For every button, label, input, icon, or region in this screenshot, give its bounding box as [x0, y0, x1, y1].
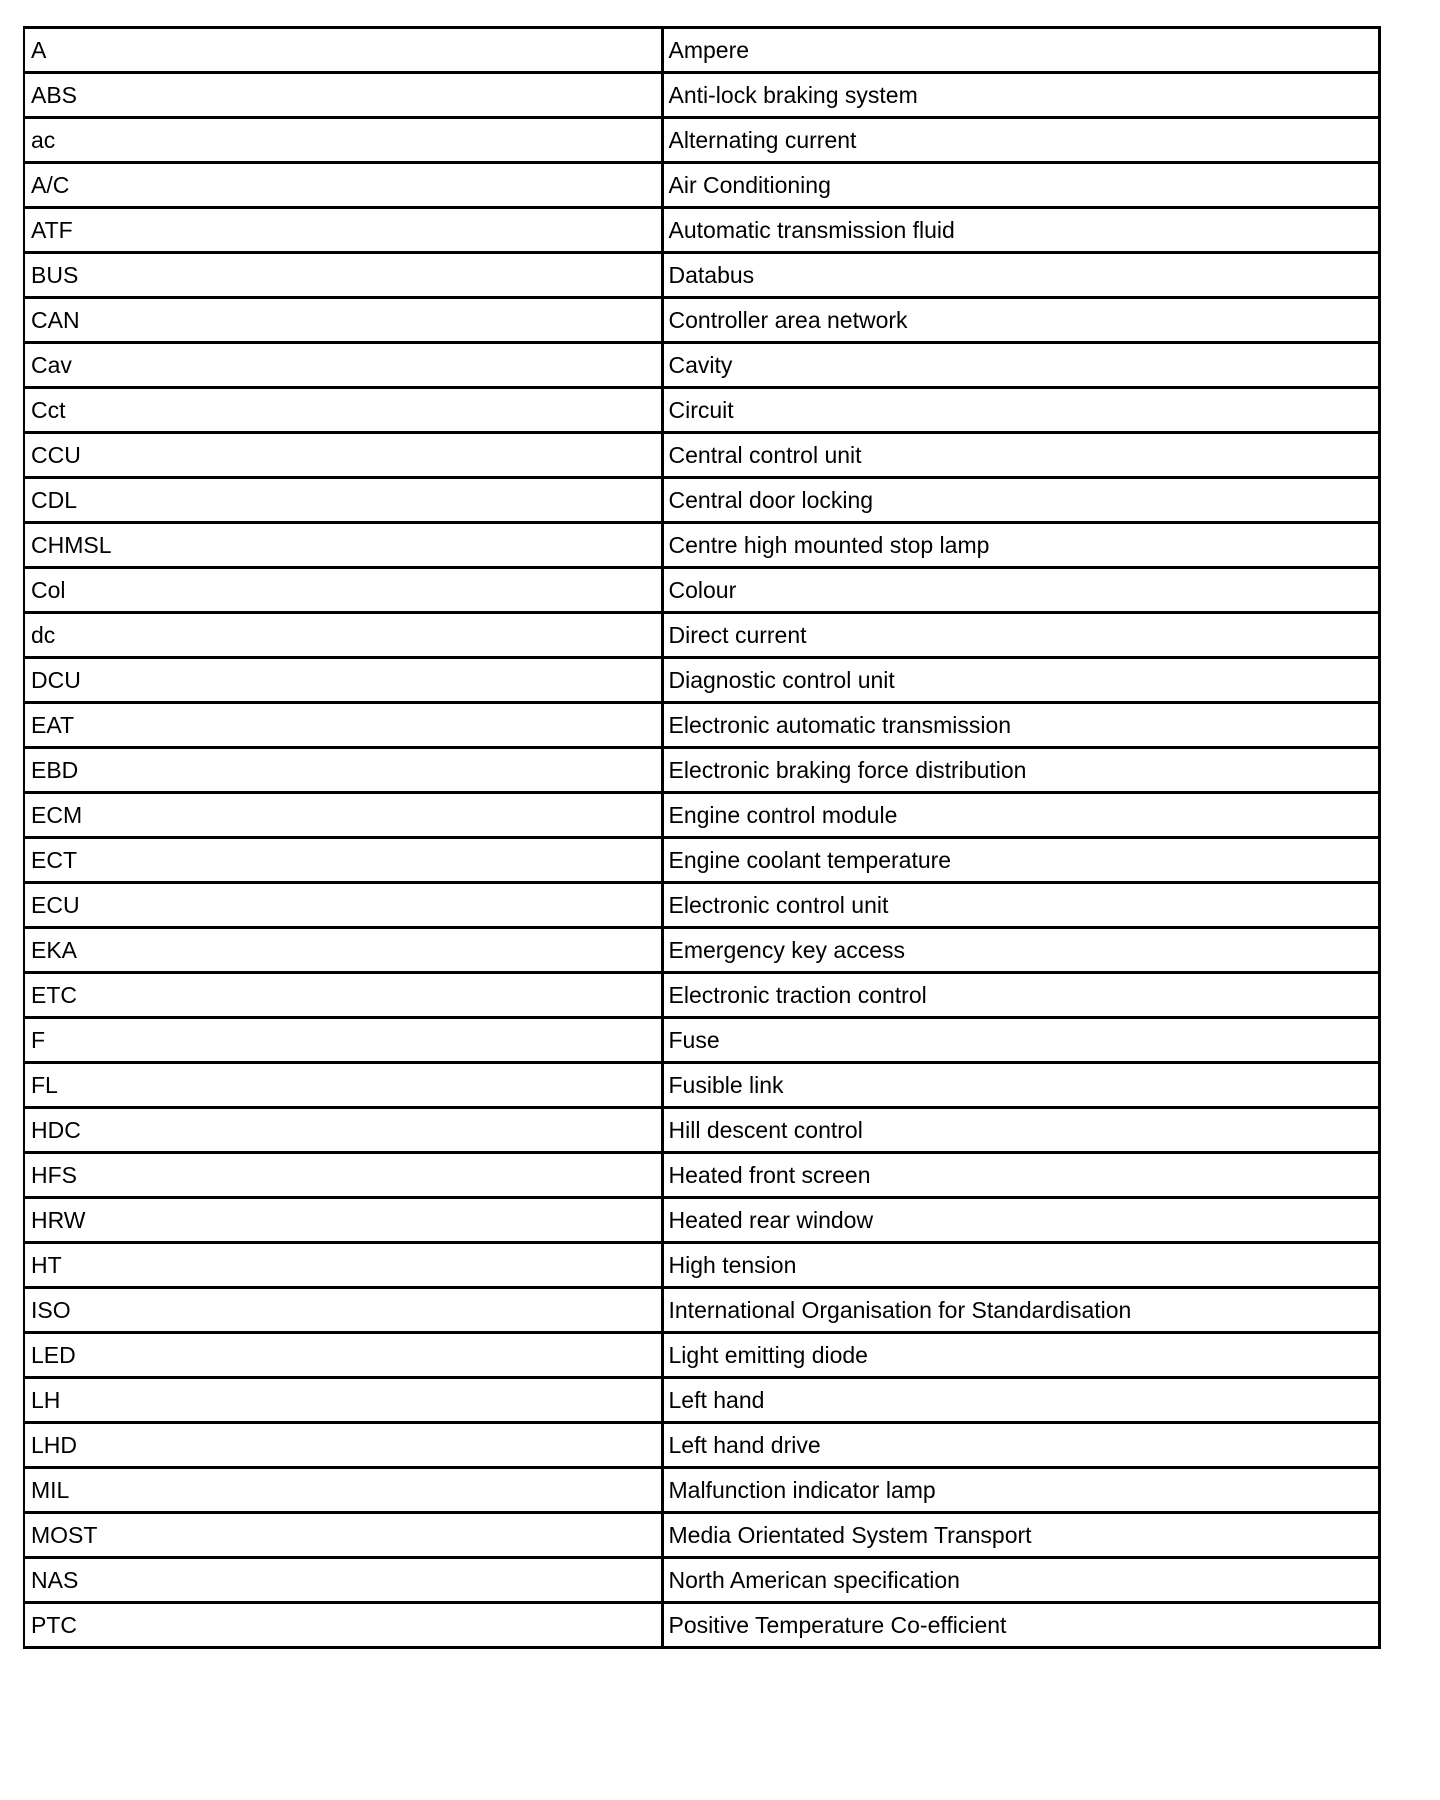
abbreviation-cell: NAS [24, 1558, 662, 1603]
abbreviation-cell: dc [24, 613, 662, 658]
abbreviation-cell: ISO [24, 1288, 662, 1333]
meaning-cell: Anti-lock braking system [662, 73, 1379, 118]
meaning-cell: Air Conditioning [662, 163, 1379, 208]
table-row [24, 28, 1379, 73]
abbreviation-cell: Cav [24, 343, 662, 388]
meaning-cell: Engine coolant temperature [662, 838, 1379, 883]
abbreviation-cell: LHD [24, 1423, 662, 1468]
table-row [24, 703, 1379, 748]
abbreviation-cell: F [24, 1018, 662, 1063]
meaning-cell: High tension [662, 1243, 1379, 1288]
abbreviation-cell: HT [24, 1243, 662, 1288]
abbreviation-cell: CHMSL [24, 523, 662, 568]
abbreviation-cell: EKA [24, 928, 662, 973]
abbreviation-cell: Col [24, 568, 662, 613]
table-row [24, 388, 1379, 433]
meaning-cell: Electronic automatic transmission [662, 703, 1379, 748]
abbreviation-cell: ATF [24, 208, 662, 253]
table-row [24, 1378, 1379, 1423]
meaning-cell: Electronic braking force distribution [662, 748, 1379, 793]
table-row [24, 433, 1379, 478]
meaning-cell: Left hand drive [662, 1423, 1379, 1468]
abbreviation-cell: CAN [24, 298, 662, 343]
abbreviation-cell: ac [24, 118, 662, 163]
meaning-cell: Ampere [662, 28, 1379, 73]
abbreviations-table-body [24, 28, 1379, 1648]
meaning-cell: International Organisation for Standardisation [662, 1288, 1379, 1333]
meaning-cell: North American specification [662, 1558, 1379, 1603]
table-row [24, 883, 1379, 928]
table-row [24, 973, 1379, 1018]
abbreviation-cell: HFS [24, 1153, 662, 1198]
abbreviation-cell: CCU [24, 433, 662, 478]
table-row [24, 1108, 1379, 1153]
meaning-cell: Central control unit [662, 433, 1379, 478]
abbreviation-cell: Cct [24, 388, 662, 433]
abbreviation-cell: EBD [24, 748, 662, 793]
table-row [24, 523, 1379, 568]
meaning-cell: Media Orientated System Transport [662, 1513, 1379, 1558]
table-row [24, 208, 1379, 253]
meaning-cell: Databus [662, 253, 1379, 298]
meaning-cell: Electronic traction control [662, 973, 1379, 1018]
table-row [24, 1513, 1379, 1558]
table-row [24, 928, 1379, 973]
abbreviation-cell: FL [24, 1063, 662, 1108]
meaning-cell: Left hand [662, 1378, 1379, 1423]
meaning-cell: Malfunction indicator lamp [662, 1468, 1379, 1513]
table-row [24, 163, 1379, 208]
abbreviation-cell: DCU [24, 658, 662, 703]
meaning-cell: Alternating current [662, 118, 1379, 163]
abbreviation-cell: ECU [24, 883, 662, 928]
table-row [24, 568, 1379, 613]
meaning-cell: Colour [662, 568, 1379, 613]
meaning-cell: Positive Temperature Co-efficient [662, 1603, 1379, 1648]
table-row [24, 1288, 1379, 1333]
abbreviation-cell: HDC [24, 1108, 662, 1153]
meaning-cell: Controller area network [662, 298, 1379, 343]
abbreviation-cell: HRW [24, 1198, 662, 1243]
meaning-cell: Circuit [662, 388, 1379, 433]
table-row [24, 343, 1379, 388]
table-row [24, 1018, 1379, 1063]
table-row [24, 298, 1379, 343]
meaning-cell: Centre high mounted stop lamp [662, 523, 1379, 568]
meaning-cell: Hill descent control [662, 1108, 1379, 1153]
abbreviation-cell: EAT [24, 703, 662, 748]
abbreviation-cell: LH [24, 1378, 662, 1423]
abbreviation-cell: ABS [24, 73, 662, 118]
table-row [24, 658, 1379, 703]
table-row [24, 478, 1379, 523]
meaning-cell: Automatic transmission fluid [662, 208, 1379, 253]
table-row [24, 613, 1379, 658]
table-row [24, 1198, 1379, 1243]
table-row [24, 1468, 1379, 1513]
abbreviation-cell: ECM [24, 793, 662, 838]
table-row [24, 1063, 1379, 1108]
table-row [24, 1423, 1379, 1468]
abbreviation-cell: ETC [24, 973, 662, 1018]
abbreviation-cell: MIL [24, 1468, 662, 1513]
abbreviation-cell: PTC [24, 1603, 662, 1648]
meaning-cell: Fusible link [662, 1063, 1379, 1108]
table-row [24, 1243, 1379, 1288]
table-row [24, 253, 1379, 298]
table-row [24, 1153, 1379, 1198]
meaning-cell: Central door locking [662, 478, 1379, 523]
table-row [24, 118, 1379, 163]
table-row [24, 73, 1379, 118]
table-row [24, 838, 1379, 883]
abbreviation-cell: ECT [24, 838, 662, 883]
abbreviation-cell: A/C [24, 163, 662, 208]
table-row [24, 748, 1379, 793]
table-row [24, 793, 1379, 838]
meaning-cell: Emergency key access [662, 928, 1379, 973]
abbreviation-cell: CDL [24, 478, 662, 523]
table-row [24, 1558, 1379, 1603]
abbreviation-cell: MOST [24, 1513, 662, 1558]
meaning-cell: Heated front screen [662, 1153, 1379, 1198]
meaning-cell: Engine control module [662, 793, 1379, 838]
meaning-cell: Cavity [662, 343, 1379, 388]
meaning-cell: Heated rear window [662, 1198, 1379, 1243]
meaning-cell: Electronic control unit [662, 883, 1379, 928]
abbreviation-cell: LED [24, 1333, 662, 1378]
table-row [24, 1333, 1379, 1378]
table-row [24, 1603, 1379, 1648]
meaning-cell: Light emitting diode [662, 1333, 1379, 1378]
abbreviation-cell: BUS [24, 253, 662, 298]
meaning-cell: Diagnostic control unit [662, 658, 1379, 703]
abbreviation-cell: A [24, 28, 662, 73]
abbreviations-table [23, 26, 1381, 1649]
meaning-cell: Direct current [662, 613, 1379, 658]
meaning-cell: Fuse [662, 1018, 1379, 1063]
